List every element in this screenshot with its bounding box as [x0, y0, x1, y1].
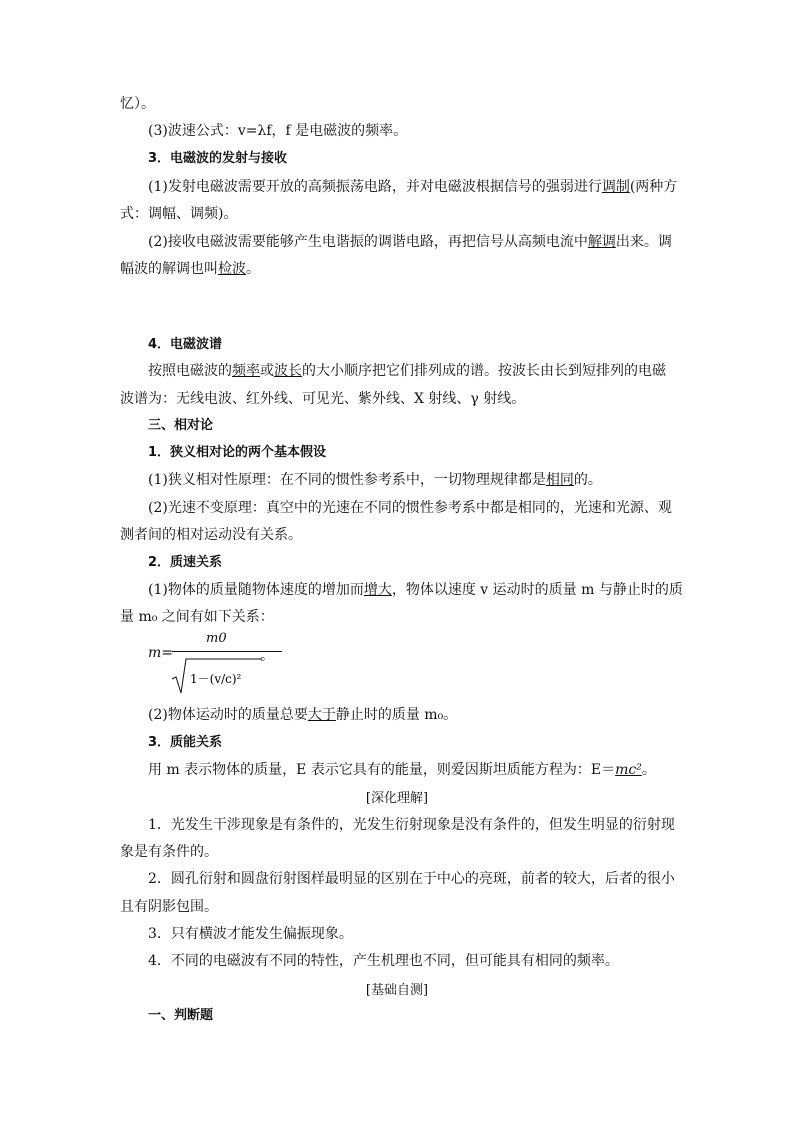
- text-line: (1)狭义相对性原理：在不同的惯性参考系中，一切物理规律都是相同的。: [148, 472, 602, 488]
- text-line: (2)接收电磁波需要能够产生电谐振的调谐电路，再把信号从高频电流中解调出来。调: [148, 234, 672, 250]
- section-label: [深化理解]: [365, 791, 429, 806]
- text-line: 测者间的相对运动没有关系。: [120, 527, 302, 543]
- text-line: 2．圆孔衍射和圆盘衍射图样最明显的区别在于中心的亮斑，前者的较大，后者的很小: [148, 871, 675, 887]
- underlined-term: 频率: [232, 363, 260, 379]
- text-line: (2)光速不变原理：真空中的光速在不同的惯性参考系中都是相同的，光速和光源、观: [148, 500, 672, 516]
- text-line: 式：调幅、调频)。: [120, 206, 238, 222]
- formula-lhs: m=: [148, 645, 174, 661]
- text-line: 4．不同的电磁波有不同的特性，产生机理也不同，但可能具有相同的频率。: [148, 953, 619, 969]
- text-line: 按照电磁波的频率或波长的大小顺序把它们排列成的谱。按波长由长到短排列的电磁: [148, 363, 666, 379]
- underlined-term: 波长: [274, 363, 302, 379]
- underlined-term: 调制: [601, 179, 630, 195]
- underlined-term: mc²: [615, 762, 642, 778]
- text-line: 用 m 表示物体的质量，E 表示它具有的能量，则爱因斯坦质能方程为：E＝mc²。: [148, 762, 656, 778]
- section-heading: 2．质速关系: [148, 555, 223, 570]
- formula-end: 。: [260, 648, 274, 664]
- underlined-term: 增大: [363, 582, 392, 598]
- text-line: 1．光发生干涉现象是有条件的，光发生衍射现象是没有条件的，但发生明显的衍射现: [148, 817, 675, 833]
- radical-sign-icon: [170, 657, 262, 697]
- text-line: (2)物体运动时的质量总要大于静止时的质量 m₀。: [148, 707, 458, 723]
- underlined-term: 解调: [587, 234, 616, 250]
- formula-numerator: m0: [206, 631, 227, 646]
- section-heading: 一、判断题: [148, 1008, 214, 1023]
- text-line: 幅波的解调也叫检波。: [120, 261, 260, 277]
- text-line: 忆）。: [120, 96, 155, 112]
- underlined-term: 大于: [307, 707, 336, 723]
- section-label: [基础自测]: [365, 983, 429, 998]
- underlined-term: 检波: [218, 261, 246, 277]
- text-line: 且有阴影包围。: [120, 899, 218, 915]
- text-line: (3)波速公式：v=λf，f 是电磁波的频率。: [148, 123, 408, 139]
- section-heading: 1．狭义相对论的两个基本假设: [148, 445, 327, 460]
- text-line: (1)发射电磁波需要开放的高频振荡电路，并对电磁波根据信号的强弱进行调制(两种方: [148, 179, 678, 195]
- text-line: 量 m₀ 之间有如下关系：: [120, 609, 274, 625]
- relativistic-mass-formula: [148, 633, 288, 695]
- section-heading: 3．电磁波的发射与接收: [148, 151, 288, 166]
- section-heading: 4．电磁波谱: [148, 337, 223, 352]
- text-line: 波谱为：无线电波、红外线、可见光、紫外线、X 射线、γ 射线。: [120, 391, 526, 407]
- text-line: (1)物体的质量随物体速度的增加而增大，物体以速度 v 运动时的质量 m 与静止时的质: [148, 582, 683, 598]
- section-heading: 3．质能关系: [148, 735, 223, 750]
- text-line: 3．只有横波才能发生偏振现象。: [148, 926, 353, 942]
- formula-denominator: 1－(v/c)²: [190, 672, 242, 686]
- section-heading: 三、相对论: [148, 418, 214, 433]
- underlined-term: 相同: [545, 472, 574, 488]
- text-line: 象是有条件的。: [120, 844, 218, 860]
